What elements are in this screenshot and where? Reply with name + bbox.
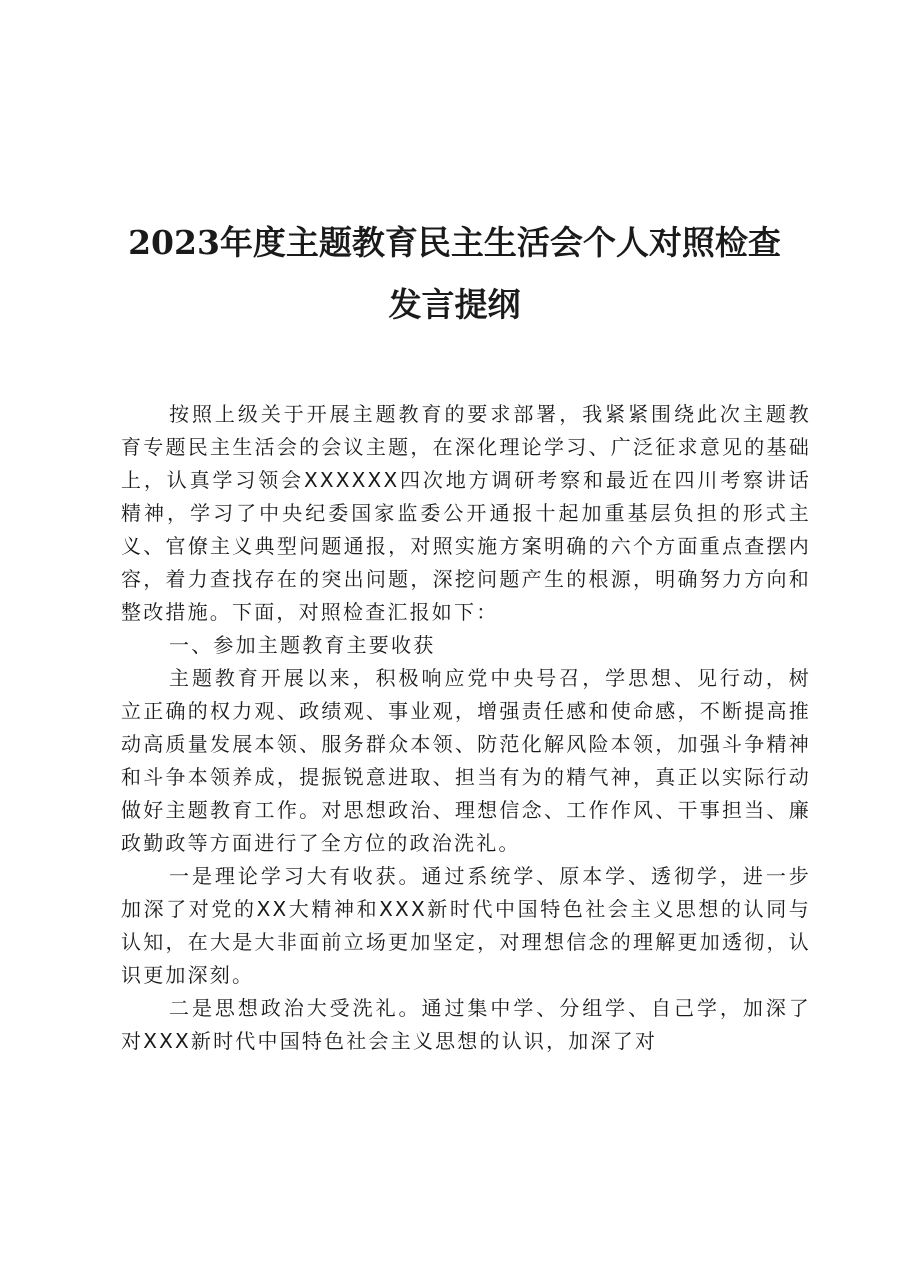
document-title-line-2: 发言提纲: [388, 285, 521, 324]
section-heading: 一、参加主题教育主要收获: [169, 633, 436, 657]
intro-paragraph: 按照上级关于开展主题教育的要求部署，我紧紧围绕此次主题教育专题民主生活会的会议主题，在深化理论学习、广泛征求意见的基础上，认真学习领会XXXXXX四次地方调研考察和最近在四川考察讲话精神，学习了中央纪委国家监委公开通报十起加重基层负担的形式主义、官僚主义典型问题通报，对照实施方案明确的六个方面重点查摆内容，着力查找存在的突出问题，深挖问题产生的根源，明确努力方向和整改措施。下面，对照检查汇报如下：: [121, 402, 811, 624]
document-title-line-1: 2023年度主题教育民主生活会个人对照检查: [128, 223, 781, 262]
document-body: [121, 398, 811, 1058]
theory-study-paragraph: 一是理论学习大有收获。通过系统学、原本学、透彻学，进一步加深了对党的XX大精神和XXX新时代中国特色社会主义思想的认同与认知，在大是大非面前立场更加坚定，对理想信念的理解更加透彻，认识更加深刻。: [121, 864, 811, 987]
harvest-paragraph: 主题教育开展以来，积极响应党中央号召，学思想、见行动，树立正确的权力观、政绩观、事业观，增强责任感和使命感，不断提高推动高质量发展本领、服务群众本领、防范化解风险本领，加强斗争精神和斗争本领养成，提振锐意进取、担当有为的精气神，真正以实际行动做好主题教育工作。对思想政治、理想信念、工作作风、干事担当、廉政勤政等方面进行了全方位的政治洗礼。: [121, 666, 811, 855]
political-baptism-paragraph: 二是思想政治大受洗礼。通过集中学、分组学、自己学，加深了对XXX新时代中国特色社会主义思想的认识，加深了对: [121, 996, 811, 1053]
